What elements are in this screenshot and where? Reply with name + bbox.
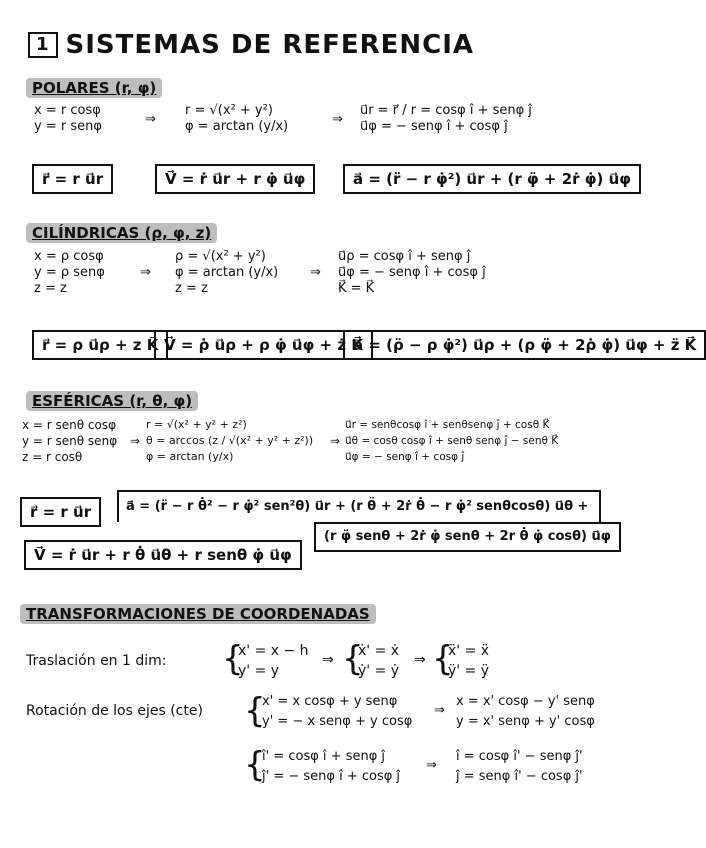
- rotacion-a-line: y' = − x senφ + y cosφ: [262, 714, 413, 729]
- esfericas-mid-line: θ = arccos (z / √(x² + y² + z²)): [146, 434, 314, 447]
- cilindricas-left-line: z = z: [34, 281, 67, 296]
- esfericas-left-line: x = r senθ cosφ: [22, 418, 117, 432]
- box-velocity-esfericas: V⃗ = ṙ u⃗r + r θ̇ u⃗θ + r senθ φ̇ u⃗φ: [24, 540, 302, 570]
- title-text: SISTEMAS DE REFERENCIA: [65, 30, 475, 60]
- box-position-esfericas: r⃗ = r u⃗r: [20, 497, 101, 527]
- box-acceleration-esfericas-line1: a⃗ = (r̈ − r θ̇² − r φ̇² sen²θ) u⃗r + (r θ̈ + 2ṙ θ̇ − r φ̇² senθcosθ) u⃗θ +: [126, 499, 589, 514]
- rotacion-b: [456, 692, 595, 732]
- box-position-polares: r⃗ = r u⃗r: [32, 164, 113, 194]
- traslacion-b: [358, 641, 399, 681]
- traslacion-c: [448, 641, 489, 681]
- traslacion-b-line: ẋ' = ẋ: [358, 643, 400, 659]
- esfericas-left-line: z = r cosθ: [22, 450, 83, 464]
- rotacion-c-line: î' = cosφ î + senφ ĵ: [262, 749, 386, 764]
- brace: {: [244, 691, 266, 731]
- cilindricas-right-line: u⃗φ = − senφ î + cosφ ĵ: [338, 265, 486, 280]
- rotacion-d-line: ĵ = senφ î' − cosφ ĵ': [456, 769, 583, 784]
- brace: {: [342, 639, 364, 679]
- traslacion-b-line: ẏ' = ẏ: [358, 663, 400, 679]
- esfericas-left-line: y = r senθ senφ: [22, 434, 118, 448]
- arrow: ⇒: [330, 434, 341, 448]
- page-title: [28, 30, 474, 60]
- box-position-cilindricas: r⃗ = ρ u⃗ρ + z K⃗: [32, 330, 168, 360]
- esfericas-right-line: u⃗φ = − senφ î + cosφ ĵ: [345, 451, 465, 463]
- polares-left-line: y = r senφ: [34, 119, 102, 134]
- cilindricas-mid: [175, 249, 278, 297]
- rotacion-d: [456, 747, 583, 787]
- rotacion-c: [262, 747, 400, 787]
- cilindricas-mid-line: ρ = √(x² + y²): [175, 249, 266, 264]
- arrow: ⇒: [145, 112, 156, 127]
- arrow: ⇒: [426, 758, 437, 773]
- traslacion-a-line: y' = y: [238, 663, 280, 679]
- polares-right: [360, 103, 532, 135]
- rotacion-b-line: y = x' senφ + y' cosφ: [456, 714, 595, 729]
- polares-mid-line: φ = arctan (y/x): [185, 119, 289, 134]
- esfericas-mid-line: φ = arctan (y/x): [146, 450, 234, 463]
- cilindricas-left-line: x = ρ cosφ: [34, 249, 104, 264]
- cilindricas-left: [34, 249, 105, 297]
- cilindricas-right-line: u⃗ρ = cosφ î + senφ ĵ: [338, 249, 471, 264]
- box-acceleration-cilindricas: a⃗ = (ρ̈ − ρ φ̇²) u⃗ρ + (ρ φ̈ + 2ρ̇ φ̇) u⃗φ + z̈ K⃗: [343, 330, 706, 360]
- section-number: 1: [28, 32, 58, 58]
- arrow: ⇒: [140, 265, 151, 280]
- cilindricas-mid-line: z = z: [175, 281, 208, 296]
- traslacion-c-line: ÿ' = ÿ: [448, 663, 490, 679]
- esfericas-right: [345, 417, 558, 465]
- arrow: ⇒: [130, 434, 141, 448]
- arrow: ⇒: [414, 652, 426, 668]
- esfericas-mid: [146, 417, 313, 465]
- box-velocity-polares: V⃗ = ṙ u⃗r + r φ̇ u⃗φ: [155, 164, 315, 194]
- traslacion-a: [238, 641, 309, 681]
- rotacion-c-line: ĵ' = − senφ î + cosφ ĵ: [262, 769, 401, 784]
- box-acceleration-polares: a⃗ = (r̈ − r φ̇²) u⃗r + (r φ̈ + 2ṙ φ̇) u⃗φ: [343, 164, 641, 194]
- heading-polares: POLARES (r, φ): [26, 78, 162, 98]
- rotacion-a: [262, 692, 412, 732]
- rotacion-label: Rotación de los ejes (cte): [26, 703, 203, 719]
- traslacion-a-line: x' = x − h: [238, 643, 309, 659]
- heading-esfericas: ESFÉRICAS (r, θ, φ): [26, 391, 198, 411]
- brace: {: [432, 639, 454, 679]
- polares-left-line: x = r cosφ: [34, 103, 101, 118]
- esfericas-left: [22, 417, 117, 465]
- arrow: ⇒: [434, 703, 445, 718]
- heading-transformaciones: TRANSFORMACIONES DE COORDENADAS: [20, 604, 376, 624]
- polares-right-line: u⃗r = r⃗ / r = cosφ î + senφ ĵ: [360, 103, 532, 118]
- esfericas-mid-line: r = √(x² + y² + z²): [146, 418, 247, 431]
- traslacion-c-line: ẍ' = ẍ: [448, 643, 490, 659]
- box-velocity-cilindricas: V⃗ = ρ̇ u⃗ρ + ρ φ̇ u⃗φ + ż K⃗: [154, 330, 373, 360]
- arrow: ⇒: [310, 265, 321, 280]
- traslacion-label: Traslación en 1 dim:: [26, 653, 167, 669]
- cilindricas-right: [338, 249, 486, 297]
- cilindricas-left-line: y = ρ senφ: [34, 265, 105, 280]
- esfericas-right-line: u⃗r = senθcosφ î + senθsenφ ĵ + cosθ K⃗: [345, 419, 550, 431]
- arrow: ⇒: [332, 112, 343, 127]
- brace: {: [222, 639, 244, 679]
- brace: {: [244, 745, 266, 785]
- polares-mid-line: r = √(x² + y²): [185, 103, 273, 118]
- heading-cilindricas: CILÍNDRICAS (ρ, φ, z): [26, 223, 217, 243]
- polares-right-line: u⃗φ = − senφ î + cosφ ĵ: [360, 119, 508, 134]
- box-acceleration-esfericas-line2: (r φ̈ senθ + 2ṙ φ̇ senθ + 2r θ̇ φ̇ cosθ) u⃗φ: [314, 522, 621, 552]
- arrow: ⇒: [322, 652, 334, 668]
- rotacion-a-line: x' = x cosφ + y senφ: [262, 694, 398, 709]
- polares-left: [34, 103, 102, 135]
- cilindricas-mid-line: φ = arctan (y/x): [175, 265, 279, 280]
- rotacion-b-line: x = x' cosφ − y' senφ: [456, 694, 595, 709]
- cilindricas-right-line: K⃗ = K⃗: [338, 281, 375, 296]
- esfericas-right-line: u⃗θ = cosθ cosφ î + senθ senφ ĵ − senθ K⃗: [345, 435, 559, 447]
- rotacion-d-line: î = cosφ î' − senφ ĵ': [456, 749, 583, 764]
- polares-mid: [185, 103, 288, 135]
